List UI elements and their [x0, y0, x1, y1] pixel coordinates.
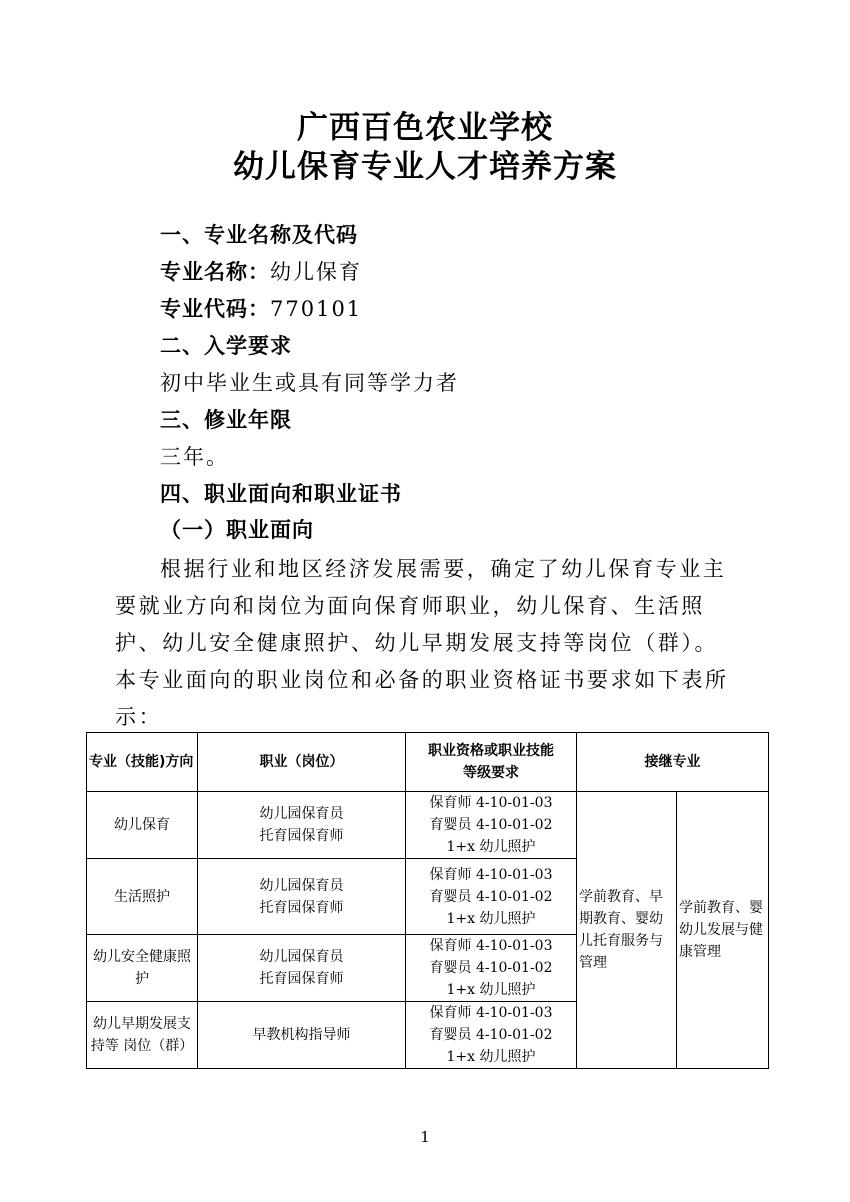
major-name-line [160, 257, 362, 287]
section-4-subheading: （一）职业面向 [160, 518, 314, 542]
header-direction: 专业（技能)方向 [87, 733, 198, 792]
table-row [87, 792, 769, 859]
occupation-table [86, 732, 769, 1069]
row4-cert-1: 保育师 4-10-01-03 [429, 1005, 553, 1021]
continue-col2: 学前教育、婴幼儿发展与健康管理 [677, 792, 769, 1069]
paragraph-text: 根据行业和地区经济发展需要，确定了幼儿保育专业主要就业方向和岗位为面向保育师职业，幼儿保育、生活照护、幼儿安全健康照护、幼儿早期发展支持等岗位（群）。本专业面向的职业岗位和必备的职业资格证书要求如下表所示： [115, 557, 729, 729]
row2-cert-3: 1+x 幼儿照护 [446, 910, 536, 927]
row3-direction: 幼儿安全健康照护 [87, 935, 198, 1002]
row1-job-1: 幼儿园保育员 [259, 806, 344, 822]
major-name-value: 幼儿保育 [270, 260, 362, 284]
row3-cert [406, 935, 577, 1002]
table-header-row [87, 733, 769, 792]
row3-cert-1: 保育师 4-10-01-03 [429, 938, 553, 954]
row4-cert-2: 育婴员 4-10-01-02 [429, 1027, 553, 1043]
major-code-label: 专业代码： [160, 297, 270, 321]
row4-direction: 幼儿早期发展支持等 岗位（群） [87, 1002, 198, 1069]
row4-cert-3: 1+x 幼儿照护 [446, 1049, 536, 1065]
row2-job-2: 托育园保育师 [259, 899, 344, 916]
section-3-text: 三年。 [160, 445, 229, 469]
row1-cert-2: 育婴员 4-10-01-02 [429, 817, 553, 833]
row1-job-2: 托育园保育师 [259, 828, 344, 844]
row3-job-2: 托育园保育师 [259, 971, 344, 987]
major-name-label: 专业名称： [160, 260, 270, 284]
row3-job [198, 935, 406, 1002]
row1-direction: 幼儿保育 [87, 792, 198, 859]
continue-col1: 学前教育、早期教育、婴幼儿托育服务与管理 [577, 792, 677, 1069]
row2-job [198, 859, 406, 935]
row3-job-1: 幼儿园保育员 [259, 949, 344, 965]
row4-job: 早教机构指导师 [198, 1002, 406, 1069]
row1-job [198, 792, 406, 859]
row1-cert-1: 保育师 4-10-01-03 [429, 795, 553, 811]
row1-cert-3: 1+x 幼儿照护 [446, 839, 536, 855]
header-cert-line1: 职业资格或职业技能 [428, 743, 554, 759]
section-3-heading: 三、修业年限 [160, 408, 292, 432]
row3-cert-2: 育婴员 4-10-01-02 [429, 960, 553, 976]
major-code-value: 770101 [270, 297, 363, 321]
header-continue: 接继专业 [577, 733, 769, 792]
page-number: 1 [420, 1128, 430, 1146]
section-2-text: 初中毕业生或具有同等学力者 [160, 371, 459, 395]
row2-job-1: 幼儿园保育员 [259, 877, 344, 894]
row1-cert [406, 792, 577, 859]
section-1-heading: 一、专业名称及代码 [160, 223, 358, 247]
row3-cert-3: 1+x 幼儿照护 [446, 982, 536, 998]
row2-cert-1: 保育师 4-10-01-03 [429, 866, 553, 883]
section-4-paragraph [115, 551, 735, 736]
row2-direction: 生活照护 [87, 859, 198, 935]
section-2-heading: 二、入学要求 [160, 334, 292, 358]
row2-cert [406, 859, 577, 935]
row2-cert-2: 育婴员 4-10-01-02 [429, 888, 553, 905]
document-title-line2: 幼儿保育专业人才培养方案 [233, 149, 617, 185]
header-cert [406, 733, 577, 792]
major-code-line [160, 294, 362, 324]
header-cert-line2: 等级要求 [463, 765, 519, 781]
header-job: 职业（岗位） [198, 733, 406, 792]
row4-cert [406, 1002, 577, 1069]
section-4-heading: 四、职业面向和职业证书 [160, 482, 402, 506]
document-title-line1: 广西百色农业学校 [297, 110, 553, 146]
